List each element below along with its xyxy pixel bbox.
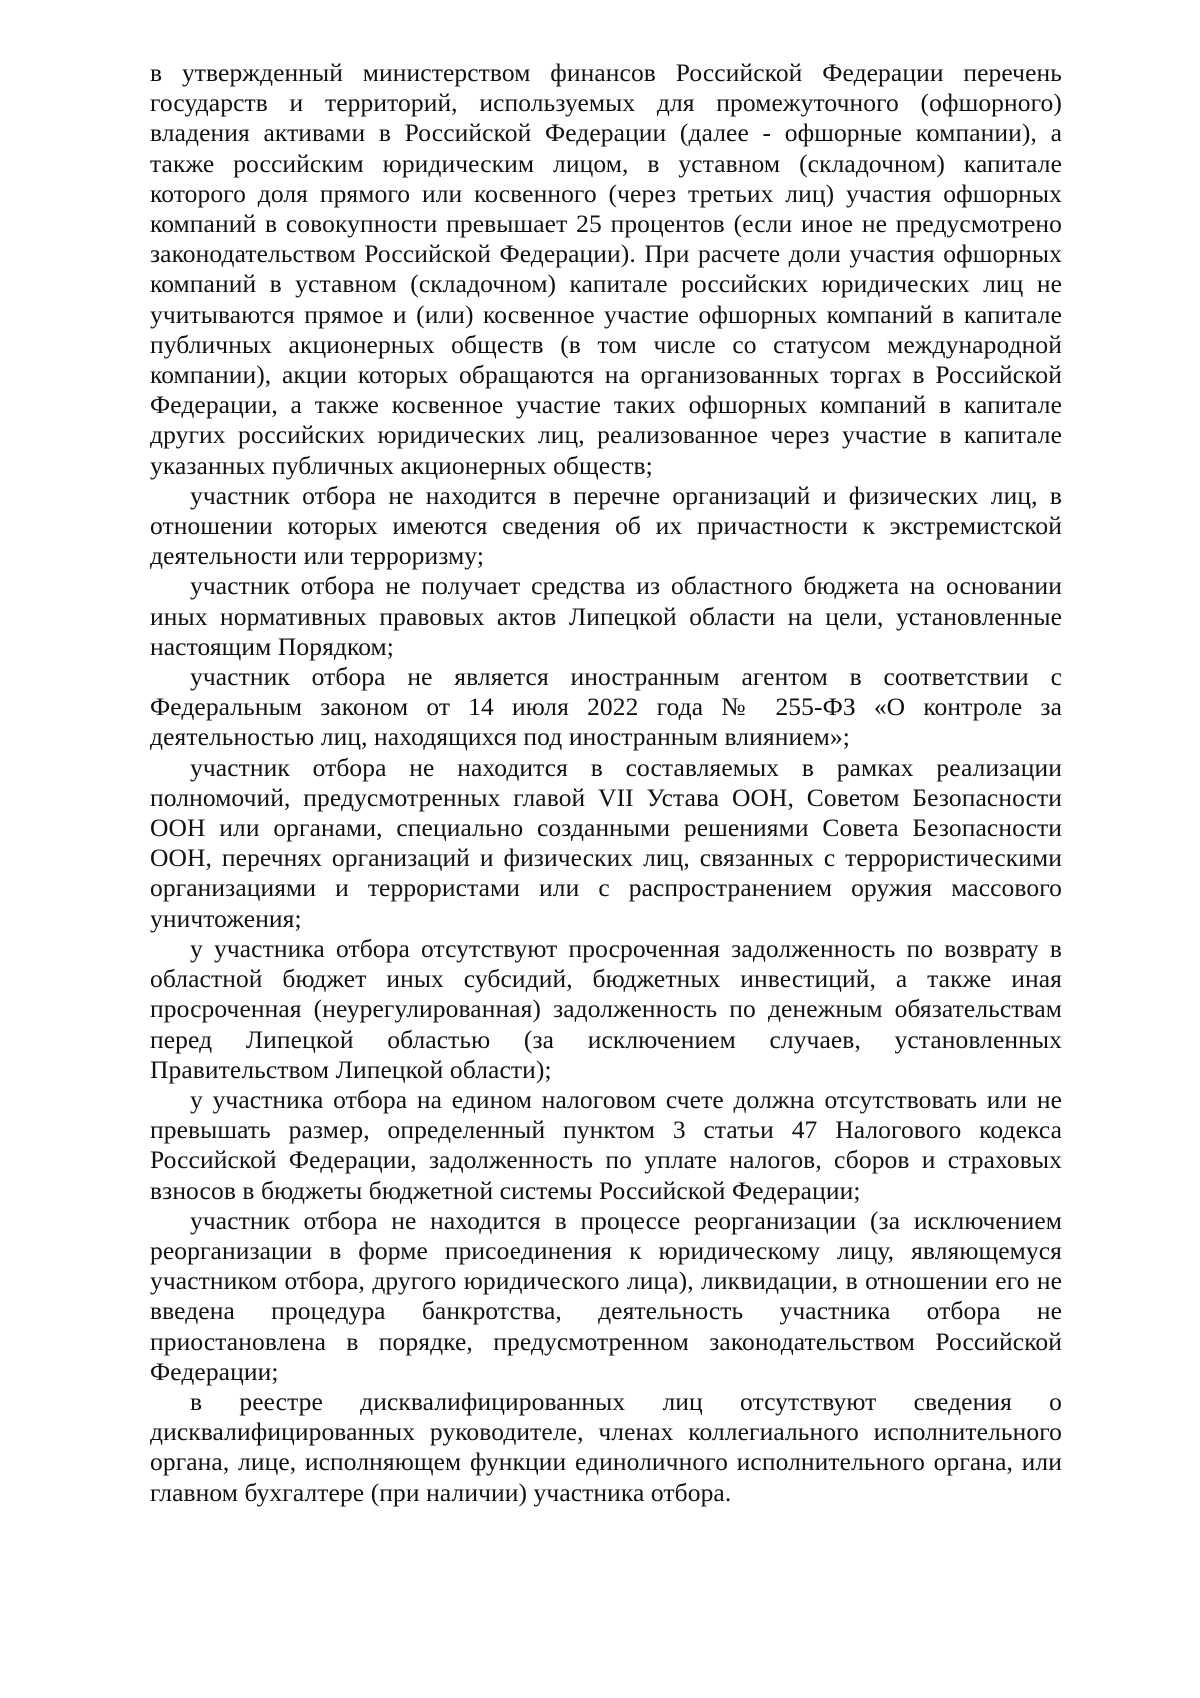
paragraph-disqualified-persons: в реестре дисквалифицированных лиц отсутствуют сведения о дисквалифицированных руководителе, членах коллегиального исполнительного органа, лице, исполняющем функции единоличного исполнительного органа, или главном бухгалтере (при наличии) участника отбора. (150, 1386, 1062, 1507)
paragraph-un-security-council: участник отбора не находится в составляемых в рамках реализации полномочий, предусмотренных главой VII Устава ООН, Советом Безопасности ООН или органами, специально созданными решениями Совета Безопасности ООН, перечнях организаций и физических лиц, связанных с террористическими организациями и террористами или с распространением оружия массового уничтожения; (150, 752, 1062, 933)
paragraph-regional-budget: участник отбора не получает средства из областного бюджета на основании иных нормативных правовых актов Липецкой области на цели, установленные настоящим Порядком; (150, 571, 1062, 661)
paragraph-overdue-debt: у участника отбора отсутствуют просроченная задолженность по возврату в областной бюджет иных субсидий, бюджетных инвестиций, а также иная просроченная (неурегулированная) задолженность по денежным обязательствам перед Липецкой областью (за исключением случаев, установленных Правительством Липецкой области); (150, 933, 1062, 1084)
paragraph-foreign-agent: участник отбора не является иностранным агентом в соответствии с Федеральным законом от 14 июля 2022 года № 255-ФЗ «О контроле за деятельностью лиц, находящихся под иностранным влиянием»; (150, 662, 1062, 752)
paragraph-tax-account: у участника отбора на едином налоговом счете должна отсутствовать или не превышать размер, определенный пунктом 3 статьи 47 Налогового кодекса Российской Федерации, задолженность по уплате налогов, сборов и страховых взносов в бюджеты бюджетной системы Российской Федерации; (150, 1084, 1062, 1205)
paragraph-extremism-list: участник отбора не находится в перечне организаций и физических лиц, в отношении которых имеются сведения об их причастности к экстремистской деятельности или терроризму; (150, 480, 1062, 571)
paragraph-reorganization: участник отбора не находится в процессе реорганизации (за исключением реорганизации в форме присоединения к юридическому лицу, являющемуся участником отбора, другого юридического лица), ликвидации, в отношении его не введена процедура банкротства, деятельность участника отбора не приостановлена в порядке, предусмотренном законодательством Российской Федерации; (150, 1205, 1062, 1386)
paragraph-offshore-continuation: в утвержденный министерством финансов Российской Федерации перечень государств и территорий, используемых для промежуточного (офшорного) владения активами в Российской Федерации (далее - офшорные компании), а также российским юридическим лицом, в уставном (складочном) капитале которого доля прямого или косвенного (через третьих лиц) участия офшорных компаний в совокупности превышает 25 процентов (если иное не предусмотрено законодательством Российской Федерации). При расчете доли участия офшорных компаний в уставном (складочном) капитале российских юридических лиц не учитываются прямое и (или) косвенное участие офшорных компаний в капитале публичных акционерных обществ (в том числе со статусом международной компании), акции которых обращаются на организованных торгах в Российской Федерации, а также косвенное участие таких офшорных компаний в капитале других российских юридических лиц, реализованное через участие в капитале указанных публичных акционерных обществ; (150, 58, 1062, 480)
document-body (150, 58, 1062, 1508)
